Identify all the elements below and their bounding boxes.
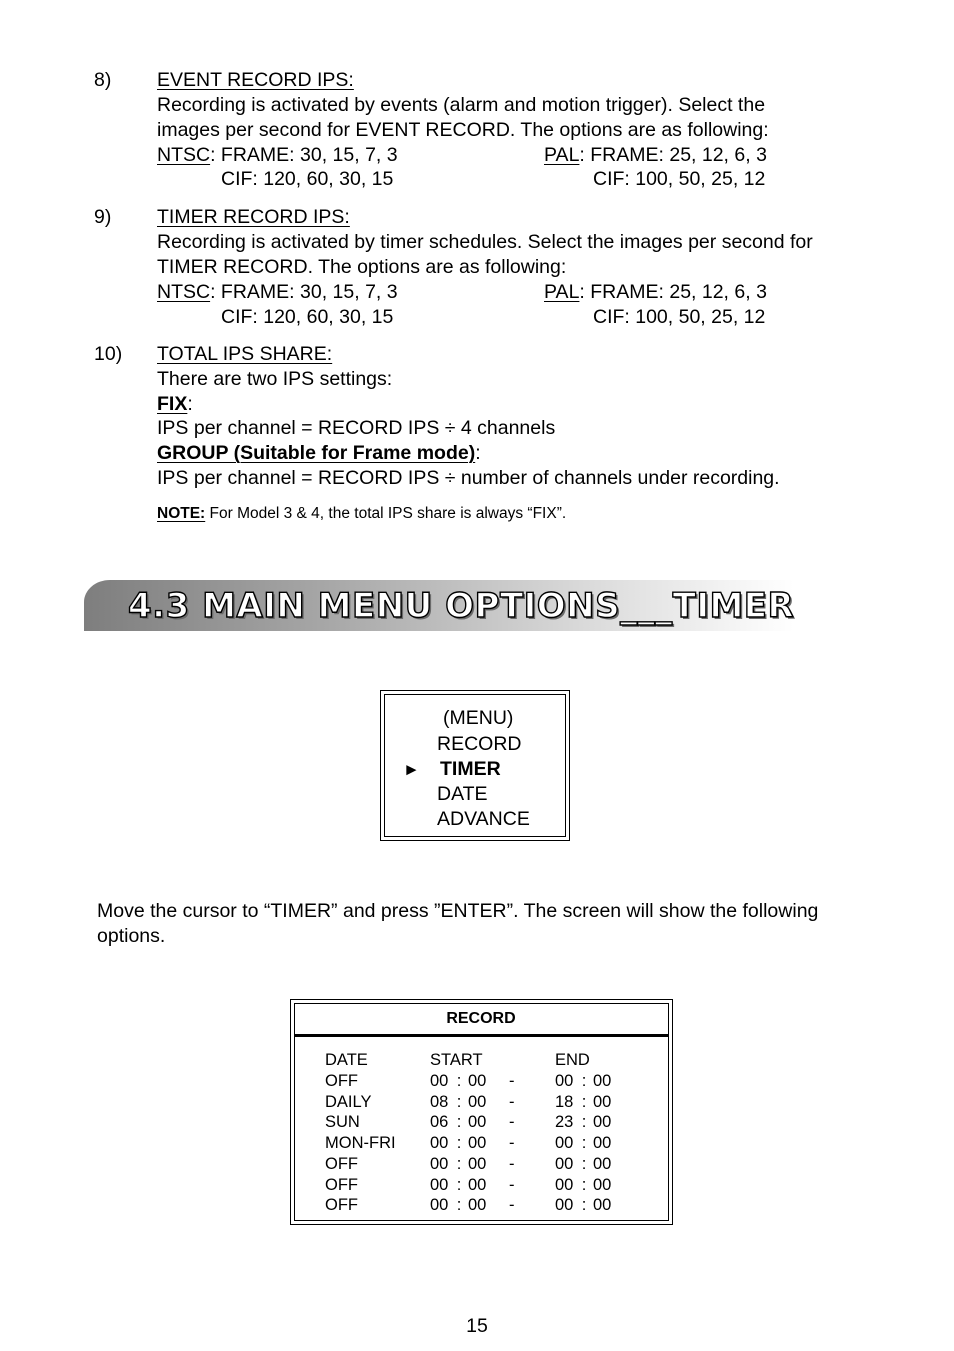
row-date[interactable]: SUN xyxy=(325,1113,360,1132)
record-screen-title-divider xyxy=(294,1034,668,1037)
item-description-line: Recording is activated by timer schedules. Select the images per second for xyxy=(157,231,813,253)
column-header-end: END xyxy=(555,1051,590,1069)
item-heading-total-ips-share: TOTAL IPS SHARE: xyxy=(157,343,333,365)
column-header-start: START xyxy=(430,1051,483,1069)
note-label: NOTE: xyxy=(157,505,206,522)
end-hour: 00 xyxy=(555,1154,574,1173)
fix-colon: : xyxy=(187,393,193,415)
ntsc-cif-options: CIF: 120, 60, 30, 15 xyxy=(221,306,394,328)
fix-label: FIX xyxy=(157,393,188,415)
pal-frame-values: : FRAME: 25, 12, 6, 3 xyxy=(579,281,767,303)
start-hour: 00 xyxy=(430,1175,449,1194)
end-minute: 00 xyxy=(593,1175,612,1194)
start-minute: 00 xyxy=(468,1196,487,1215)
fix-formula: IPS per channel = RECORD IPS ÷ 4 channels xyxy=(157,417,556,439)
start-hour: 00 xyxy=(430,1154,449,1173)
row-date[interactable]: MON-FRI xyxy=(325,1134,396,1153)
time-colon: : xyxy=(581,1196,587,1215)
item-description-line: TIMER RECORD. The options are as following: xyxy=(157,256,567,278)
menu-item-advance[interactable]: ADVANCE xyxy=(437,808,530,830)
ntsc-frame-values: : FRAME: 30, 15, 7, 3 xyxy=(210,281,398,303)
row-start-time[interactable] xyxy=(430,1154,492,1175)
time-colon: : xyxy=(456,1134,462,1153)
end-minute: 00 xyxy=(593,1072,612,1090)
end-minute: 00 xyxy=(593,1092,612,1111)
row-date[interactable]: OFF xyxy=(325,1154,358,1173)
range-separator: - xyxy=(509,1196,515,1215)
time-colon: : xyxy=(581,1113,587,1132)
pal-cif-options: CIF: 100, 50, 25, 12 xyxy=(593,168,766,190)
fix-setting xyxy=(157,392,193,417)
end-hour: 00 xyxy=(555,1175,574,1194)
row-end-time[interactable] xyxy=(555,1175,617,1196)
row-start-time[interactable] xyxy=(430,1175,492,1196)
item-description-line: images per second for EVENT RECORD. The options are as following: xyxy=(157,119,769,141)
start-minute: 00 xyxy=(468,1072,487,1090)
record-screen-title: RECORD xyxy=(446,1010,516,1027)
note xyxy=(157,504,566,524)
item-heading-event-record-ips: EVENT RECORD IPS: xyxy=(157,69,354,91)
range-separator: - xyxy=(509,1072,515,1090)
instruction-line: options. xyxy=(97,925,166,947)
item-number: 9) xyxy=(94,206,112,228)
row-date[interactable]: OFF xyxy=(325,1196,358,1215)
row-end-time[interactable] xyxy=(555,1112,617,1133)
pal-label: PAL xyxy=(544,281,580,303)
note-text: For Model 3 & 4, the total IPS share is always “FIX”. xyxy=(205,505,567,522)
start-hour: 00 xyxy=(430,1196,449,1215)
menu-item-timer[interactable]: TIMER xyxy=(440,758,501,780)
time-colon: : xyxy=(581,1175,587,1194)
ips-share-intro: There are two IPS settings: xyxy=(157,368,393,390)
row-start-time[interactable] xyxy=(430,1092,492,1113)
row-date[interactable]: OFF xyxy=(325,1175,358,1194)
item-number: 8) xyxy=(94,69,112,91)
end-minute: 00 xyxy=(593,1154,612,1173)
pal-frame-values: : FRAME: 25, 12, 6, 3 xyxy=(579,144,767,166)
end-minute: 00 xyxy=(593,1134,612,1153)
menu-item-record[interactable]: RECORD xyxy=(437,733,522,755)
ntsc-label: NTSC xyxy=(157,144,211,166)
cursor-arrow-icon: ► xyxy=(403,760,420,779)
pal-frame-options xyxy=(544,143,767,168)
item-heading-timer-record-ips: TIMER RECORD IPS: xyxy=(157,206,350,228)
end-hour: 00 xyxy=(555,1134,574,1153)
pal-label: PAL xyxy=(544,144,580,166)
pal-frame-options xyxy=(544,280,767,305)
item-number: 10) xyxy=(94,343,123,365)
ntsc-label: NTSC xyxy=(157,281,211,303)
start-hour: 08 xyxy=(430,1092,449,1111)
end-hour: 23 xyxy=(555,1113,574,1132)
range-separator: - xyxy=(509,1113,515,1132)
pal-cif-options: CIF: 100, 50, 25, 12 xyxy=(593,306,766,328)
time-colon: : xyxy=(581,1154,587,1173)
group-setting xyxy=(157,441,481,466)
row-start-time[interactable] xyxy=(430,1112,492,1133)
start-minute: 00 xyxy=(468,1154,487,1173)
time-colon: : xyxy=(581,1072,587,1090)
time-colon: : xyxy=(456,1072,462,1090)
row-start-time[interactable] xyxy=(430,1071,492,1092)
group-formula: IPS per channel = RECORD IPS ÷ number of channels under recording. xyxy=(157,467,780,489)
range-separator: - xyxy=(509,1134,515,1153)
end-hour: 00 xyxy=(555,1072,574,1090)
end-minute: 00 xyxy=(593,1196,612,1215)
row-end-time[interactable] xyxy=(555,1133,617,1154)
row-start-time[interactable] xyxy=(430,1195,492,1216)
row-date[interactable]: OFF xyxy=(325,1072,358,1090)
ntsc-frame-values: : FRAME: 30, 15, 7, 3 xyxy=(210,144,398,166)
instruction-line: Move the cursor to “TIMER” and press ”ENTER”. The screen will show the following xyxy=(97,900,819,922)
time-colon: : xyxy=(456,1196,462,1215)
row-end-time[interactable] xyxy=(555,1195,617,1216)
time-colon: : xyxy=(456,1175,462,1194)
menu-title: (MENU) xyxy=(443,707,514,729)
ntsc-frame-options xyxy=(157,280,398,305)
group-colon: : xyxy=(475,442,481,464)
start-minute: 00 xyxy=(468,1134,487,1153)
row-end-time[interactable] xyxy=(555,1092,617,1113)
menu-item-date[interactable]: DATE xyxy=(437,783,488,805)
time-colon: : xyxy=(581,1134,587,1153)
start-minute: 00 xyxy=(468,1092,487,1111)
page-number: 15 xyxy=(466,1315,488,1337)
start-minute: 00 xyxy=(468,1175,487,1194)
start-minute: 00 xyxy=(468,1113,487,1132)
row-end-time[interactable] xyxy=(555,1154,617,1175)
start-hour: 00 xyxy=(430,1072,449,1090)
time-colon: : xyxy=(456,1154,462,1173)
row-start-time[interactable] xyxy=(430,1133,492,1154)
time-colon: : xyxy=(581,1092,587,1111)
range-separator: - xyxy=(509,1092,515,1111)
ntsc-cif-options: CIF: 120, 60, 30, 15 xyxy=(221,168,394,190)
time-colon: : xyxy=(456,1113,462,1132)
end-minute: 00 xyxy=(593,1113,612,1132)
section-title: 4.3 MAIN MENU OPTIONS___TIMER xyxy=(128,586,795,626)
range-separator: - xyxy=(509,1175,515,1194)
column-header-date: DATE xyxy=(325,1051,368,1069)
row-end-time[interactable] xyxy=(555,1071,617,1092)
end-hour: 00 xyxy=(555,1196,574,1215)
range-separator: - xyxy=(509,1154,515,1173)
row-date[interactable]: DAILY xyxy=(325,1092,372,1111)
start-hour: 06 xyxy=(430,1113,449,1132)
ntsc-frame-options xyxy=(157,143,398,168)
end-hour: 18 xyxy=(555,1092,574,1111)
start-hour: 00 xyxy=(430,1134,449,1153)
time-colon: : xyxy=(456,1092,462,1111)
group-label: GROUP (Suitable for Frame mode) xyxy=(157,442,476,464)
item-description-line: Recording is activated by events (alarm and motion trigger). Select the xyxy=(157,94,766,116)
